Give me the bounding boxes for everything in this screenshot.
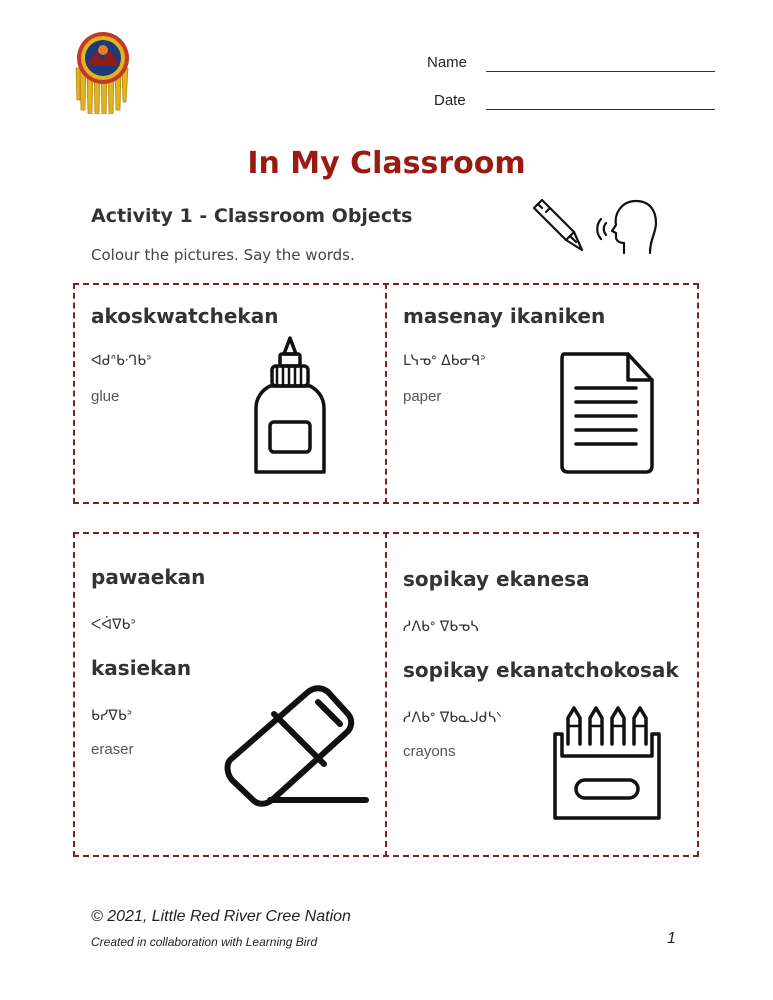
glue-bottle-icon	[252, 334, 328, 478]
credit: Created in collaboration with Learning Bird	[91, 935, 318, 949]
eraser-icon	[224, 684, 370, 820]
card-eraser-cree: pawaekan	[91, 565, 206, 589]
card-glue-cree: akoskwatchekan	[91, 304, 279, 328]
page-title: In My Classroom	[247, 146, 526, 181]
instructions: Colour the pictures. Say the words.	[91, 246, 355, 264]
nation-logo	[72, 30, 134, 114]
card-glue-english: glue	[91, 388, 120, 405]
card-crayons-cree-alt: sopikay ekanatchokosak	[403, 658, 679, 682]
card-crayons-syllabics: ᓱᐱᑲᐤ ᐁᑲᓀᓴ	[403, 619, 479, 635]
name-field[interactable]	[486, 71, 715, 72]
box-divider	[385, 283, 387, 504]
page-number: 1	[667, 930, 676, 947]
activity-heading: Activity 1 - Classroom Objects	[91, 205, 413, 227]
date-label: Date	[434, 92, 466, 109]
card-paper-english: paper	[403, 388, 442, 405]
name-label: Name	[427, 54, 468, 71]
card-paper-cree: masenay ikaniken	[403, 304, 606, 328]
card-paper-syllabics: ᒪᓭᓀᐤ ᐃᑲᓂᑫᐣ	[403, 353, 486, 369]
card-crayons-syllabics-alt: ᓱᐱᑲᐤ ᐁᑲᓇᒍᑯᓴᐠ	[403, 710, 502, 726]
card-eraser-english: eraser	[91, 741, 134, 758]
crayon-icon	[530, 196, 590, 256]
card-crayons-cree: sopikay ekanesa	[403, 567, 590, 591]
card-crayons-english: crayons	[403, 743, 456, 760]
copyright: © 2021, Little Red River Cree Nation	[91, 908, 351, 925]
paper-icon	[556, 350, 658, 476]
card-eraser-cree-alt: kasiekan	[91, 656, 192, 680]
date-field[interactable]	[486, 109, 715, 110]
card-glue-syllabics: ᐊᑯᐢᑲᐧᒉᑲᐣ	[91, 353, 152, 369]
crayon-box-icon	[552, 704, 662, 822]
card-eraser-syllabics: ᐸᐋᐁᑲᐣ	[91, 617, 136, 633]
card-eraser-syllabics-alt: ᑲᓯᐁᑲᐣ	[91, 708, 133, 724]
box-divider	[385, 532, 387, 857]
speaking-head-icon	[594, 195, 660, 257]
